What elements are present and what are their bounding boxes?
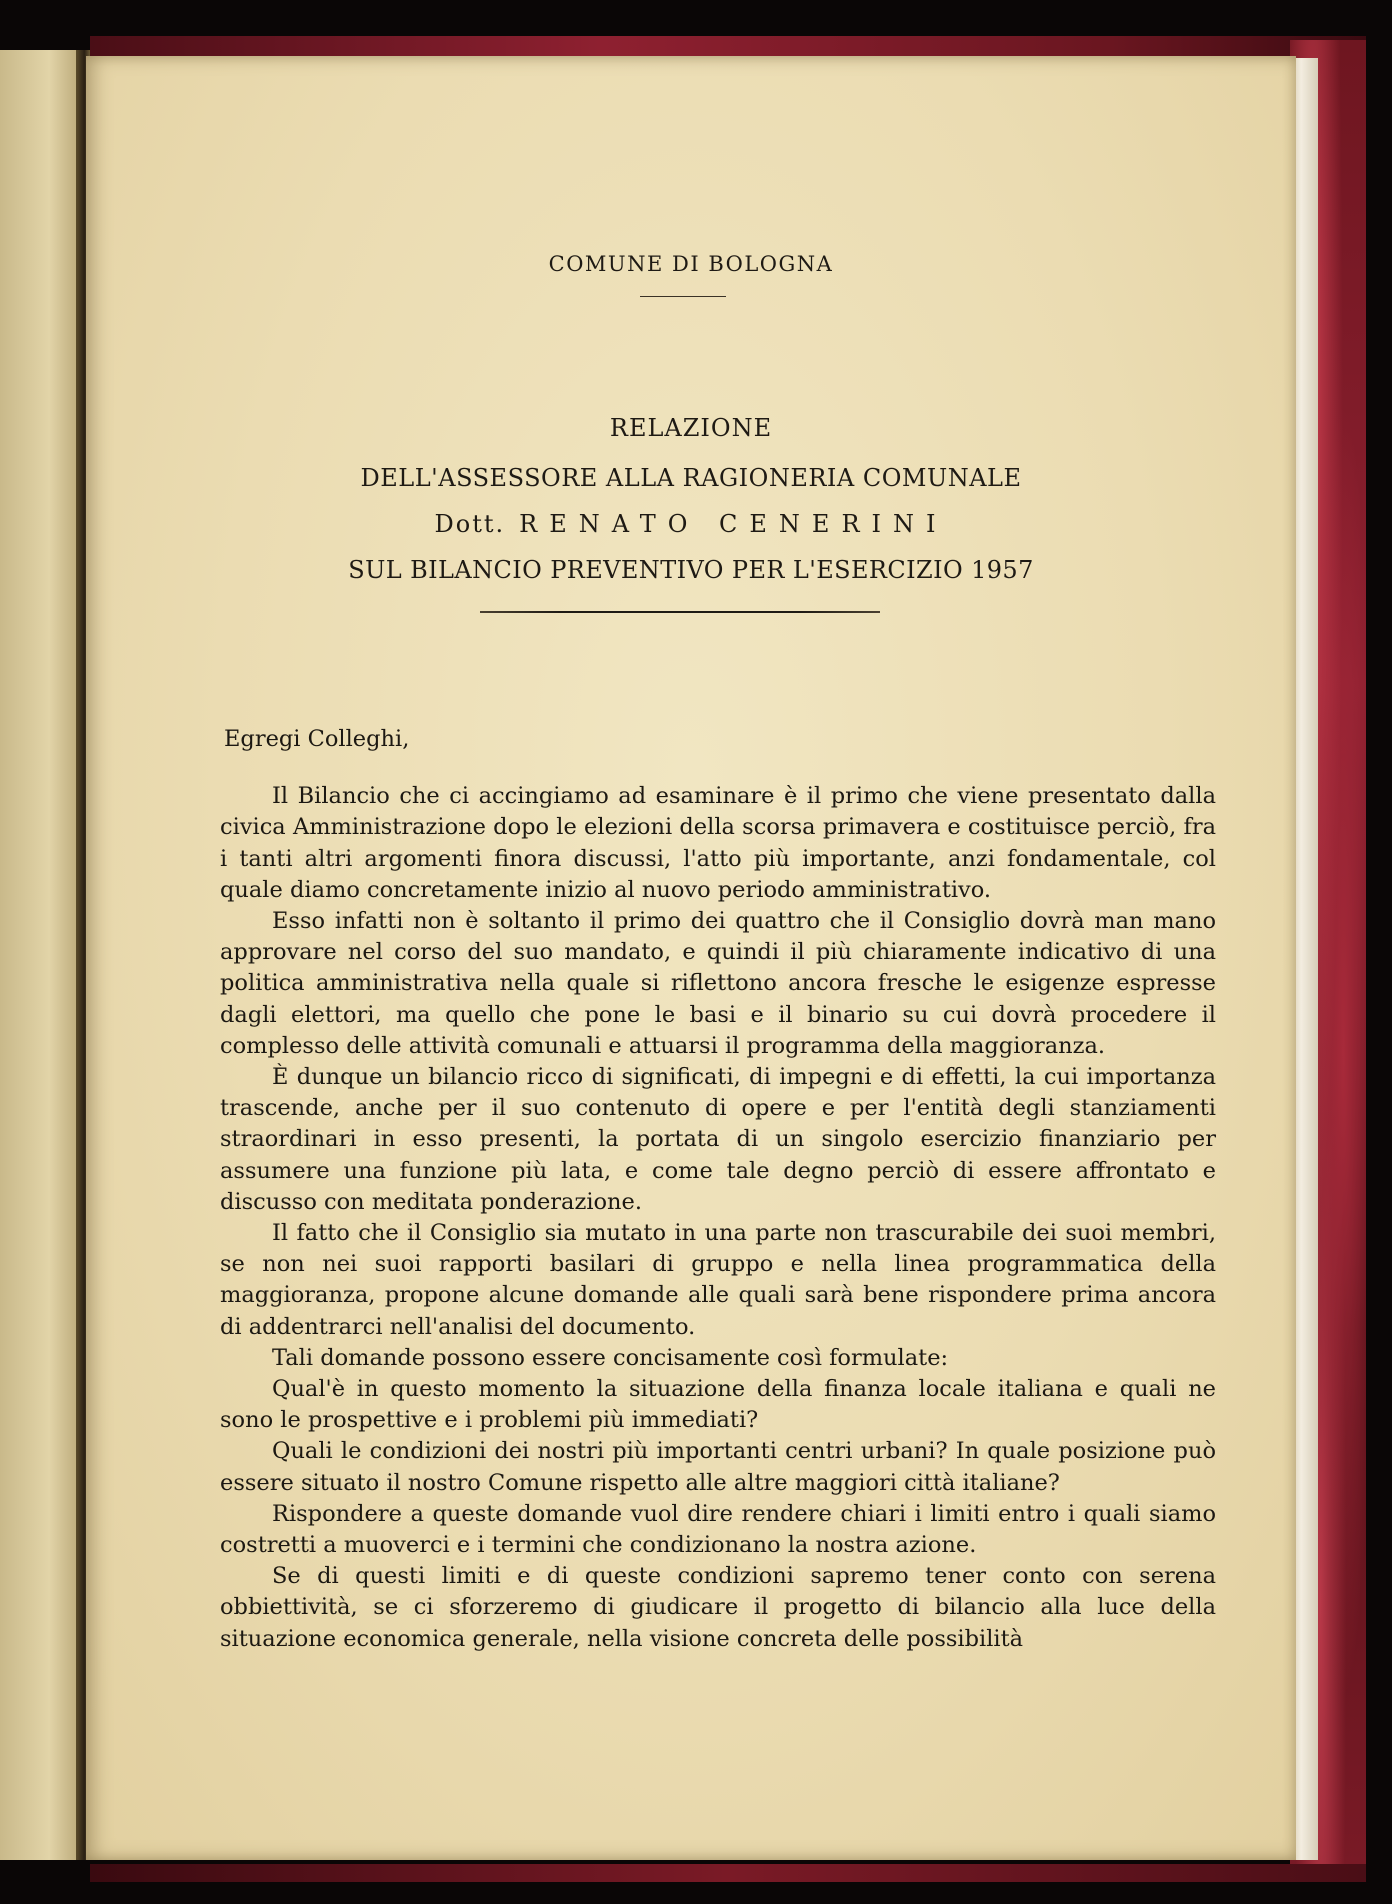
document-body [220, 724, 1216, 1655]
short-rule-divider [640, 296, 726, 297]
author-name: RENATO CENERINI [519, 510, 948, 538]
paragraph: Esso infatti non è soltanto il primo dei quattro che il Consiglio dovrà man mano approvare nel corso del suo mandato, e quindi il più chiaramente indicativo di una politica amministrativa nella quale si riflettono ancora fresche le esigenze espresse dagli elettori, ma quello che pone le basi e il binario su cui dovrà procedere il complesso delle attività comunali e attuarsi il programma della maggioranza. [220, 908, 1216, 1059]
paragraph: Qual'è in questo momento la situazione della finanza locale italiana e quali ne sono le prospettive e i problemi più immediati? [220, 1376, 1216, 1434]
salutation: Egregi Colleghi, [224, 726, 410, 752]
long-rule-divider [480, 611, 880, 613]
paragraph: Quali le condizioni dei nostri più importanti centri urbani? In quale posizione può essere situato il nostro Comune rispetto alle altre maggiori città italiane? [220, 1438, 1216, 1496]
paragraph: Il fatto che il Consiglio sia mutato in una parte non trascurabile dei suoi membri, se non nei suoi rapporti basilari di gruppo e nella linea programmatica della maggioranza, propone alcune domande alle quali sarà bene rispondere prima ancora di addentrarci nell'analisi del documento. [220, 1220, 1216, 1340]
document-page [86, 56, 1296, 1860]
author-title: Dott. [434, 510, 506, 538]
relazione-heading: RELAZIONE [609, 414, 773, 442]
facing-page-edge [0, 50, 82, 1860]
paragraph: Se di questi limiti e di queste condizioni sapremo tener conto con serena obbiettività, se ci sforzeremo di giudicare il progetto di bilancio alla luce della situazione economica generale, nella visione concreta delle possibilità [220, 1563, 1216, 1652]
author-heading [86, 510, 1296, 538]
paragraph: È dunque un bilancio ricco di significati, di impegni e di effetti, la cui importanza trascende, anche per il suo contenuto di opere e per l'entità degli stanziamenti straordinari in esso presenti, la portata di un singolo esercizio finanziario per assumere una funzione più lata, e come tale degno perciò di essere affrontato e discusso con meditata ponderazione. [220, 1064, 1216, 1215]
assessore-heading: DELL'ASSESSORE ALLA RAGIONERIA COMUNALE [360, 464, 1022, 492]
paragraph: Rispondere a queste domande vuol dire rendere chiari i limiti entro i quali siamo costretti a muoverci e i termini che condizionano la nostra azione. [220, 1500, 1216, 1559]
commune-heading: COMUNE DI BOLOGNA [548, 252, 834, 276]
paragraph: Il Bilancio che ci accingiamo ad esaminare è il primo che viene presentato dalla civica Amministrazione dopo le elezioni della scorsa primavera e costituisce perciò, fra i tanti altri argomenti finora discussi, l'atto più importante, anzi fondamentale, col quale diamo concretamente inizio al nuovo periodo amministrativo. [220, 783, 1216, 903]
binding-top-edge [90, 36, 1366, 56]
binding-bottom-edge [90, 1864, 1366, 1882]
paragraph: Tali domande possono essere concisamente così formulate: [272, 1344, 949, 1371]
bilancio-heading: SUL BILANCIO PREVENTIVO PER L'ESERCIZIO 1957 [348, 556, 1034, 584]
